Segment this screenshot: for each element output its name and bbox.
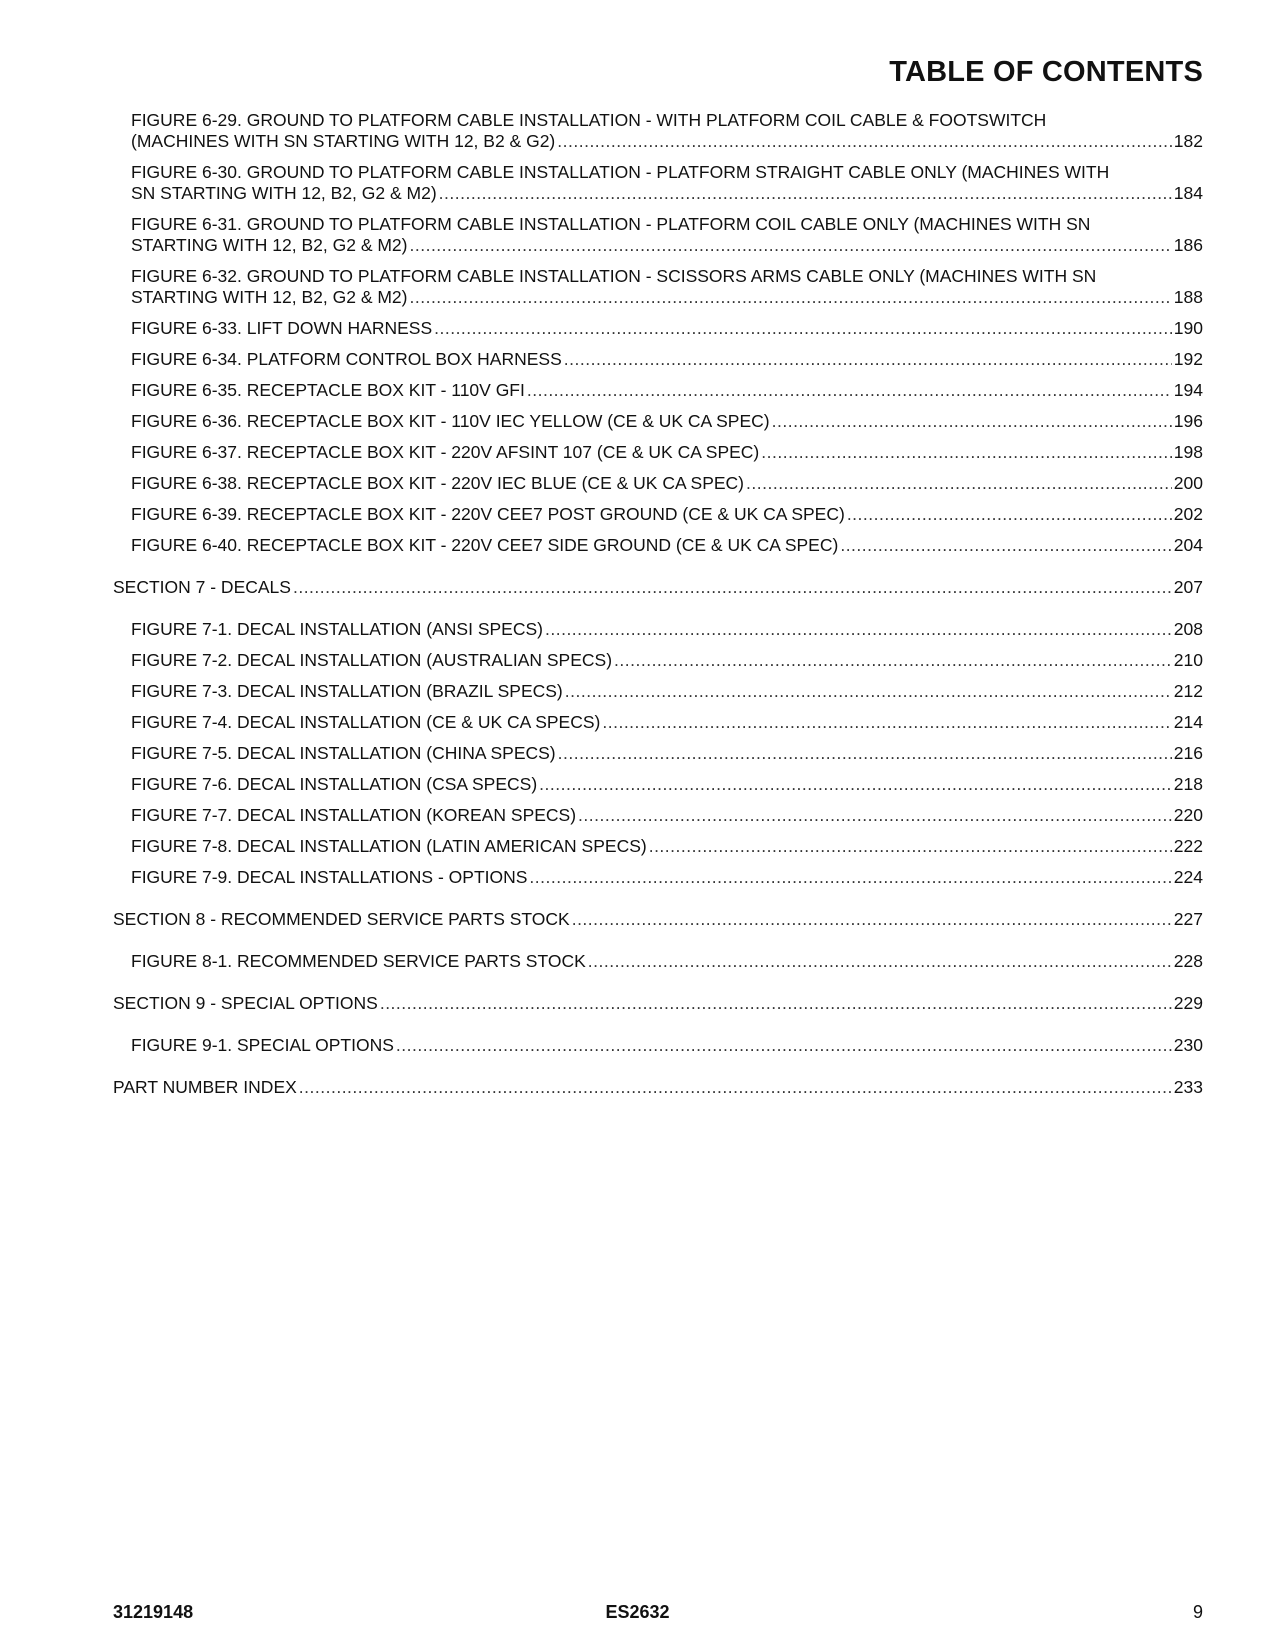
toc-entry-label: STARTING WITH 12, B2, G2 & M2) bbox=[131, 235, 408, 255]
toc-page-number: 182 bbox=[1173, 131, 1203, 151]
dot-leader bbox=[439, 183, 1172, 204]
toc-entry-label: FIGURE 7-7. DECAL INSTALLATION (KOREAN SPECS) bbox=[131, 805, 577, 825]
toc-page-number: 200 bbox=[1173, 473, 1203, 493]
toc-page-number: 228 bbox=[1173, 951, 1203, 971]
dot-leader bbox=[564, 349, 1172, 370]
toc-entry-label: FIGURE 6-33. LIFT DOWN HARNESS bbox=[131, 318, 433, 338]
toc-entry-label: FIGURE 7-4. DECAL INSTALLATION (CE & UK CA SPECS) bbox=[131, 712, 601, 732]
dot-leader bbox=[396, 1035, 1172, 1056]
toc-page-number: 194 bbox=[1173, 380, 1203, 400]
toc-page-number: 222 bbox=[1173, 836, 1203, 856]
dot-leader bbox=[410, 287, 1172, 308]
toc-page-number: 214 bbox=[1173, 712, 1203, 732]
toc-page-number: 230 bbox=[1173, 1035, 1203, 1055]
dot-leader bbox=[545, 619, 1172, 640]
toc-page-number: 202 bbox=[1173, 504, 1203, 524]
toc-page-number: 192 bbox=[1173, 349, 1203, 369]
dot-leader bbox=[649, 836, 1172, 857]
toc-page-number: 229 bbox=[1173, 993, 1203, 1013]
toc-page-number: 218 bbox=[1173, 774, 1203, 794]
toc-page-number: 233 bbox=[1173, 1077, 1203, 1097]
dot-leader bbox=[840, 535, 1171, 556]
toc-entry-label: FIGURE 6-40. RECEPTACLE BOX KIT - 220V CEE7 SIDE GROUND (CE & UK CA SPEC) bbox=[131, 535, 839, 555]
toc-entry-label: FIGURE 7-8. DECAL INSTALLATION (LATIN AMERICAN SPECS) bbox=[131, 836, 647, 856]
dot-leader bbox=[539, 774, 1172, 795]
toc-entry-label: SECTION 8 - RECOMMENDED SERVICE PARTS STOCK bbox=[113, 909, 570, 929]
dot-leader bbox=[746, 473, 1172, 494]
toc-page-number: 216 bbox=[1173, 743, 1203, 763]
toc-entry-label: FIGURE 8-1. RECOMMENDED SERVICE PARTS STOCK bbox=[131, 951, 586, 971]
dot-leader bbox=[529, 867, 1171, 888]
dot-leader bbox=[572, 909, 1172, 930]
dot-leader bbox=[410, 235, 1172, 256]
toc-entry-label: FIGURE 7-3. DECAL INSTALLATION (BRAZIL SPECS) bbox=[131, 681, 563, 701]
toc-entry-label: PART NUMBER INDEX bbox=[113, 1077, 297, 1097]
dot-leader bbox=[380, 993, 1172, 1014]
dot-leader bbox=[557, 131, 1172, 152]
dot-leader bbox=[578, 805, 1172, 826]
dot-leader bbox=[558, 743, 1172, 764]
toc-page-number: 186 bbox=[1173, 235, 1203, 255]
toc-entry-label: FIGURE 6-34. PLATFORM CONTROL BOX HARNESS bbox=[131, 349, 562, 369]
dot-leader bbox=[602, 712, 1171, 733]
dot-leader bbox=[614, 650, 1172, 671]
toc-entry-label: FIGURE 7-5. DECAL INSTALLATION (CHINA SPECS) bbox=[131, 743, 556, 763]
toc-page-number: 227 bbox=[1173, 909, 1203, 929]
toc-entry-label: SECTION 7 - DECALS bbox=[113, 577, 291, 597]
dot-leader bbox=[588, 951, 1172, 972]
dot-leader bbox=[847, 504, 1172, 525]
footer-page-number: 9 bbox=[1192, 1602, 1203, 1622]
toc-entry-label: FIGURE 9-1. SPECIAL OPTIONS bbox=[131, 1035, 394, 1055]
toc-page-number: 208 bbox=[1173, 619, 1203, 639]
toc-entry-label: SN STARTING WITH 12, B2, G2 & M2) bbox=[131, 183, 437, 203]
toc-entry-label: SECTION 9 - SPECIAL OPTIONS bbox=[113, 993, 378, 1013]
toc-entry-title: FIGURE 6-29. GROUND TO PLATFORM CABLE INSTALLATION - WITH PLATFORM COIL CABLE & FOOTSWITCH bbox=[131, 110, 1047, 130]
toc-page-number: 196 bbox=[1173, 411, 1203, 431]
toc-page-number: 207 bbox=[1173, 577, 1203, 597]
toc-entry-label: FIGURE 6-35. RECEPTACLE BOX KIT - 110V GFI bbox=[131, 380, 525, 400]
toc-entry-label: STARTING WITH 12, B2, G2 & M2) bbox=[131, 287, 408, 307]
dot-leader bbox=[293, 577, 1172, 598]
toc-page-number: 184 bbox=[1173, 183, 1203, 203]
dot-leader bbox=[761, 442, 1172, 463]
footer-document-number: 31219148 bbox=[113, 1602, 194, 1622]
toc-entry-title: FIGURE 6-31. GROUND TO PLATFORM CABLE INSTALLATION - PLATFORM COIL CABLE ONLY (MACHINES WITH SN bbox=[131, 214, 1091, 234]
dot-leader bbox=[565, 681, 1172, 702]
toc-entry-title: FIGURE 6-32. GROUND TO PLATFORM CABLE INSTALLATION - SCISSORS ARMS CABLE ONLY (MACHINES WITH SN bbox=[131, 266, 1097, 286]
toc-entry-title: FIGURE 6-30. GROUND TO PLATFORM CABLE INSTALLATION - PLATFORM STRAIGHT CABLE ONLY (MACHINES WITH bbox=[131, 162, 1110, 182]
toc-page-number: 198 bbox=[1173, 442, 1203, 462]
toc-page-number: 224 bbox=[1173, 867, 1203, 887]
toc-page-number: 204 bbox=[1173, 535, 1203, 555]
dot-leader bbox=[772, 411, 1172, 432]
footer-model: ES2632 bbox=[605, 1602, 670, 1622]
dot-leader bbox=[299, 1077, 1172, 1098]
page-title: TABLE OF CONTENTS bbox=[889, 56, 1203, 88]
toc-page-number: 212 bbox=[1173, 681, 1203, 701]
dot-leader bbox=[434, 318, 1172, 339]
toc-entry-label: FIGURE 6-39. RECEPTACLE BOX KIT - 220V CEE7 POST GROUND (CE & UK CA SPEC) bbox=[131, 504, 845, 524]
toc-entry-label: FIGURE 6-38. RECEPTACLE BOX KIT - 220V IEC BLUE (CE & UK CA SPEC) bbox=[131, 473, 745, 493]
toc-entry-label: FIGURE 7-1. DECAL INSTALLATION (ANSI SPECS) bbox=[131, 619, 543, 639]
dot-leader bbox=[527, 380, 1172, 401]
toc-entry-label: FIGURE 7-6. DECAL INSTALLATION (CSA SPECS) bbox=[131, 774, 538, 794]
toc-entry-label: FIGURE 6-37. RECEPTACLE BOX KIT - 220V AFSINT 107 (CE & UK CA SPEC) bbox=[131, 442, 760, 462]
toc-page-number: 210 bbox=[1173, 650, 1203, 670]
toc-page-number: 190 bbox=[1173, 318, 1203, 338]
toc-entry-label: FIGURE 7-2. DECAL INSTALLATION (AUSTRALIAN SPECS) bbox=[131, 650, 613, 670]
toc-entry-label: FIGURE 6-36. RECEPTACLE BOX KIT - 110V IEC YELLOW (CE & UK CA SPEC) bbox=[131, 411, 770, 431]
toc-page-number: 188 bbox=[1173, 287, 1203, 307]
toc-entry-label: (MACHINES WITH SN STARTING WITH 12, B2 & G2) bbox=[131, 131, 556, 151]
toc-page-number: 220 bbox=[1173, 805, 1203, 825]
toc-entry-label: FIGURE 7-9. DECAL INSTALLATIONS - OPTIONS bbox=[131, 867, 528, 887]
